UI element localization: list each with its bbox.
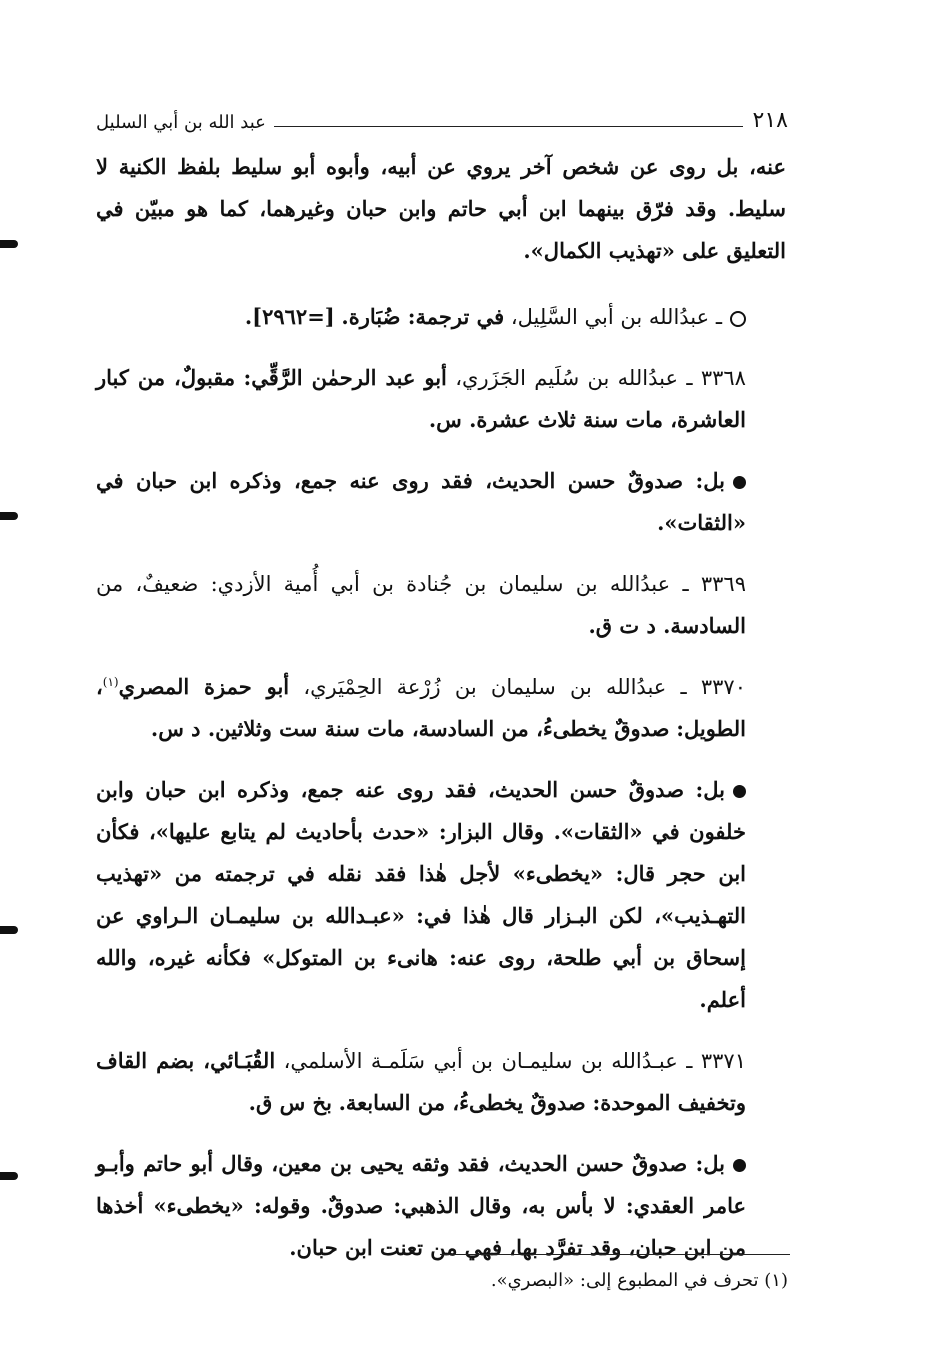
entry-3370-name: ٣٣٧٠ ـ عبدُالله بن سليمان بن زُرْعة الحِمْيَري، [303,675,746,699]
comment-3371-text: بل: صدوقٌ حسن الحديث، فقد وثقه يحيى بن معين، وقال أبو حاتم وأبـو عامر العقدي: لا بأس به، وقال الذهبي: صدوقٌ. وقوله: «يخطىء» أخذها من ابن حبان، وقد تفرَّد بها، فهي من تعنت ابن حبان. [96,1151,746,1260]
footnote-marker[interactable]: (١) [102,675,119,689]
bullet-dot-icon [733,476,746,489]
comment-3368-text: بل: صدوقٌ حسن الحديث، فقد روى عنه جمع، وذكره ابن حبان في «الثقات». [96,468,746,535]
comment-3371 [96,1143,786,1269]
cross-reference-entry [96,296,786,338]
entry-3371-code: بخ س ق. [248,1090,332,1115]
entry-3370-kunya: أبو حمزة المصري [118,674,290,699]
bullet-dot-icon [733,1159,746,1172]
entry-3371 [96,1040,786,1124]
margin-mark [0,240,18,248]
margin-mark [0,512,18,520]
entry-3368-grade: مقبولٌ، من كبار العاشرة، مات سنة ثلاث عشرة. س. [96,365,746,432]
footnote [96,1266,788,1296]
footnote-rule [440,1254,790,1255]
comment-3370 [96,769,786,1021]
comment-3368 [96,460,786,544]
entry-3368-name: ٣٣٦٨ ـ عبدُالله بن سُلَيم الجَزَري، [455,366,746,390]
crossref-name: عبدُالله بن أبي السَّلِيل، [510,305,710,329]
entry-3371-name: ٣٣٧١ ـ عبـدُالله بن سليمـان بن أبي سَلَمـة الأسلمي، [283,1049,746,1073]
entry-3368 [96,357,786,441]
crossref-number: [=٢٩٦٢]. [244,304,335,329]
crossref-label: في ترجمة: ضُبَارة. [341,304,505,329]
header-rule [274,126,743,127]
entry-3369-name: ٣٣٦٩ ـ عبدُالله بن سليمان بن جُنادة بن أبي أُمية الأزدي: ضعيفٌ، من [96,572,746,596]
continuation-text: عنه، بل روى عن شخص آخر يروي عن أبيه، وأبوه أبو سليط بلفظ الكنية لا سليط. وقد فرّق بينهما ابن أبي حاتم وابن حبان وغيرهما، كما هو مبيّن في التعليق على «تهذيب الكمال». [96,154,786,263]
entry-3370-grade: صدوقٌ يخطىءُ، من السادسة، مات سنة ست وثلاثين. د س. [150,716,670,741]
page-header [96,104,788,132]
entry-3368-kunya: أبو عبد الرحمٰن الرَّقِّي: [243,365,447,390]
page-body [96,146,786,1288]
entry-3371-nisba: القُبَـائي، بضم القاف وتخفيف الموحدة: [96,1048,746,1115]
bullet-dot-icon [733,785,746,798]
comment-3370-text: بل: صدوقٌ حسن الحديث، فقد روى عنه جمع، وذكره ابن حبان وابن خلفون في «الثقات». وقال البزار: «حدث بأحاديث لم يتابع عليها»، فكأن ابن حجر قال: «يخطىء» لأجل هٰذا فقد نقله في ترجمته من «تهذيب التهـذيب»، لكن البـزار قال هٰذا في: «عبـدالله بن سليمـان الـراوي عن إسحاق بن أبي طلحة، روى عنه: هانىء بن المتوكل» فكأنه غيره، والله أعلم. [96,777,746,1012]
hollow-circle-icon [730,311,746,327]
margin-mark [0,926,18,934]
page-number: ٢١٨ [752,108,788,133]
crossref-dash: ـ [709,305,722,329]
footnote-text: (١) تحرف في المطبوع إلى: «البصري». [490,1270,788,1291]
running-title: عبد الله بن أبي السليل [96,112,266,133]
entry-3369 [96,563,786,647]
continuation-paragraph [96,146,786,272]
entry-3370-laqab: ، الطويل: [96,674,746,741]
entry-3371-grade: صدوقٌ يخطىءُ، من السابعة. [338,1090,586,1115]
entry-3369-grade: السادسة. د ت ق. [588,613,746,638]
margin-mark [0,1172,18,1180]
entry-3370 [96,666,786,750]
